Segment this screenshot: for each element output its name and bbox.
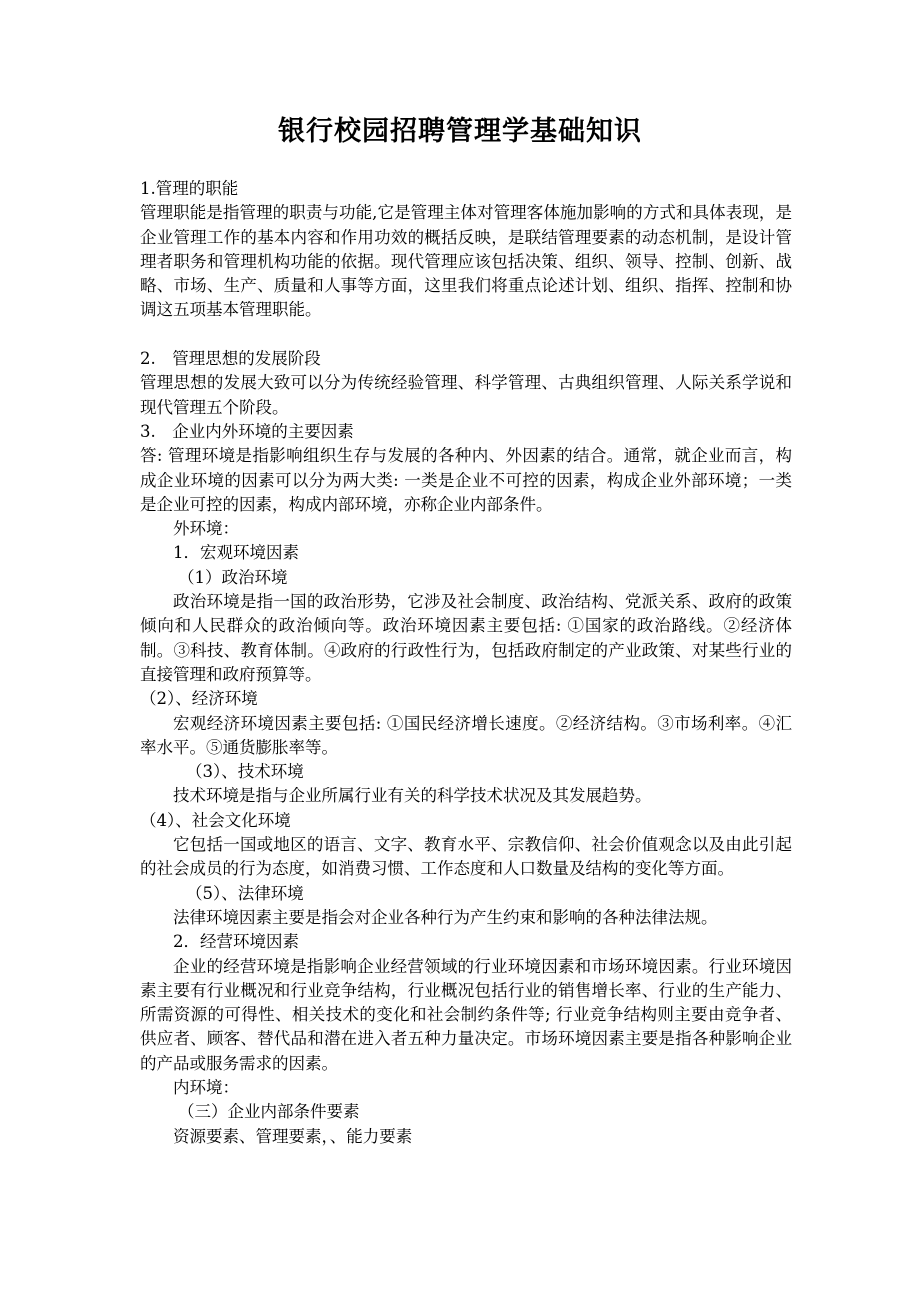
paragraph: 管理职能是指管理的职责与功能,它是管理主体对管理客体施加影响的方式和具体表现，是企业管理工作的基本内容和作用功效的概括反映，是联结管理要素的动态机制，是设计管理者职务和管理机构功能的依据。现代管理应该包括决策、组织、领导、控制、创新、战略、市场、生产、质量和人事等方面，这里我们将重点论述计划、组织、指挥、控制和协调这五项基本管理职能。 — [140, 203, 792, 320]
subheading: （三）企业内部条件要素 — [178, 1102, 360, 1122]
subheading: 1．宏观环境因素 — [173, 543, 299, 563]
paragraph: 企业的经营环境是指影响企业经营领域的行业环境因素和市场环境因素。行业环境因素主要有行业概况和行业竞争结构，行业概况包括行业的销售增长率、行业的生产能力、所需资源的可得性、相关技术的变化和社会制约条件等; 行业竞争结构则主要由竞争者、供应者、顾客、替代品和潜在进入者五种力量决定。市场环境因素主要是指各种影响企业的产品或服务需求的因素。 — [140, 956, 792, 1073]
paragraph: 资源要素、管理要素，、能力要素 — [173, 1126, 413, 1146]
paragraph: 管理思想的发展大致可以分为传统经验管理、科学管理、古典组织管理、人际关系学说和现代管理五个阶段。 — [140, 373, 792, 417]
subheading: 2．经营环境因素 — [173, 932, 299, 952]
paragraph: 技术环境是指与企业所属行业有关的科学技术状况及其发展趋势。 — [173, 786, 652, 806]
subheading: （4）、社会文化环境 — [140, 810, 291, 830]
subheading: （1）政治环境 — [178, 567, 288, 587]
paragraph: 法律环境因素主要是指会对企业各种行为产生约束和影响的各种法律法规。 — [173, 907, 718, 927]
subheading: 外环境： — [173, 519, 239, 539]
paragraph: 宏观经济环境因素主要包括: ①国民经济增长速度。②经济结构。③市场利率。④汇率水平。⑤通货膨胀率等。 — [140, 713, 792, 757]
section-heading: 3. 企业内外环境的主要因素 — [140, 421, 354, 441]
subheading: （2）、经济环境 — [140, 689, 258, 709]
paragraph: 它包括一国或地区的语言、文字、教育水平、宗教信仰、社会价值观念以及由此引起的社会成员的行为态度，如消费习惯、工作态度和人口数量及结构的变化等方面。 — [140, 835, 792, 879]
document-body — [140, 177, 792, 1149]
paragraph: 政治环境是指一国的政治形势，它涉及社会制度、政治结构、党派关系、政府的政策倾向和人民群众的政治倾向等。政治环境因素主要包括: ①国家的政治路线。②经济体制。③科技、教育体制。④政府的行政性行为，包括政府制定的产业政策、对某些行业的直接管理和政府预算等。 — [140, 592, 792, 684]
document-title: 银行校园招聘管理学基础知识 — [278, 116, 642, 147]
section-heading: 2. 管理思想的发展阶段 — [140, 349, 321, 369]
paragraph: 答: 管理环境是指影响组织生存与发展的各种内、外因素的结合。通常，就企业而言，构成企业环境的因素可以分为两大类: 一类是企业不可控的因素，构成企业外部环境；一类是企业可控的因素，构成内部环境，亦称企业内部条件。 — [140, 446, 792, 514]
subheading: （3）、技术环境 — [186, 762, 304, 782]
subheading: （5）、法律环境 — [186, 883, 304, 903]
section-heading: 1.管理的职能 — [140, 179, 239, 198]
blank-line — [140, 323, 792, 347]
subheading: 内环境： — [173, 1077, 239, 1097]
